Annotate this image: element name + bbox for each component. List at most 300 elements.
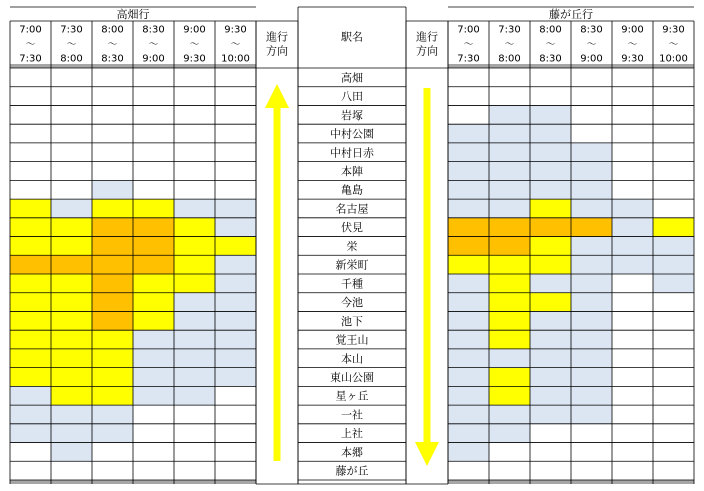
westbound-cell: [10, 143, 51, 162]
westbound-cell: [215, 368, 256, 387]
westbound-cell: [133, 218, 174, 237]
westbound-cell: [133, 87, 174, 106]
westbound-cell: [215, 311, 256, 330]
eastbound-cell: [448, 424, 489, 443]
westbound-cell: [174, 237, 215, 256]
eastbound-cell: [612, 274, 653, 293]
eastbound-cell: [448, 293, 489, 312]
eastbound-cell: [612, 311, 653, 330]
westbound-cell: [51, 218, 92, 237]
westbound-cell: [133, 274, 174, 293]
westbound-cell: [92, 237, 133, 256]
westbound-cell: [215, 87, 256, 106]
westbound-cell: [10, 368, 51, 387]
eastbound-cell: [571, 87, 612, 106]
westbound-cell: [174, 330, 215, 349]
eastbound-cell: [612, 87, 653, 106]
westbound-cell: [174, 461, 215, 480]
westbound-cell: [51, 143, 92, 162]
westbound-cell: [10, 199, 51, 218]
westbound-cell: [10, 87, 51, 106]
westbound-cell: [133, 180, 174, 199]
westbound-cell: [10, 330, 51, 349]
station-label: 伏見: [341, 221, 363, 235]
westbound-cell: [51, 349, 92, 368]
westbound-cell: [51, 293, 92, 312]
eastbound-cell: [530, 405, 571, 424]
westbound-cell: [215, 330, 256, 349]
eastbound-cell: [653, 368, 694, 387]
eastbound-cell: [489, 424, 530, 443]
eastbound-cell: [448, 162, 489, 181]
eastbound-cell: [530, 461, 571, 480]
westbound-time-sep: ～: [230, 39, 241, 51]
eastbound-cell: [571, 386, 612, 405]
eastbound-cell: [489, 274, 530, 293]
westbound-cell: [215, 162, 256, 181]
eastbound-cell: [571, 105, 612, 124]
westbound-title: 高畑行: [116, 8, 150, 21]
westbound-cell: [133, 143, 174, 162]
westbound-cell: [10, 255, 51, 274]
eastbound-cell: [489, 386, 530, 405]
eastbound-cell: [530, 368, 571, 387]
eastbound-cell: [530, 124, 571, 143]
eastbound-time-sep: ～: [463, 39, 474, 51]
eastbound-cell: [571, 162, 612, 181]
eastbound-cell: [448, 330, 489, 349]
eastbound-cell: [571, 461, 612, 480]
eastbound-cell: [653, 311, 694, 330]
eastbound-cell: [612, 461, 653, 480]
eastbound-cell: [530, 424, 571, 443]
eastbound-time-from: 9:30: [662, 24, 685, 36]
eastbound-time-sep: ～: [627, 39, 638, 51]
eastbound-cell: [530, 68, 571, 87]
eastbound-cell: [489, 143, 530, 162]
eastbound-cell: [612, 180, 653, 199]
westbound-time-to: 10:00: [221, 53, 250, 65]
westbound-cell: [92, 349, 133, 368]
eastbound-cell: [653, 443, 694, 462]
westbound-time-from: 9:30: [224, 24, 247, 36]
eastbound-cell: [448, 368, 489, 387]
eastbound-cell: [530, 274, 571, 293]
westbound-cell: [215, 124, 256, 143]
eastbound-cell: [653, 180, 694, 199]
westbound-time-from: 7:30: [60, 24, 83, 36]
eastbound-arrow-shaft: [424, 88, 431, 443]
eastbound-cell: [571, 237, 612, 256]
eastbound-time-from: 7:00: [457, 24, 480, 36]
westbound-cell: [174, 218, 215, 237]
eastbound-cell: [489, 218, 530, 237]
station-label: 藤が丘: [335, 464, 369, 478]
westbound-cell: [133, 386, 174, 405]
westbound-cell: [92, 274, 133, 293]
westbound-cell: [215, 68, 256, 87]
station-label: 中村公園: [330, 127, 374, 141]
westbound-cell: [92, 368, 133, 387]
eastbound-cell: [653, 274, 694, 293]
westbound-cell: [92, 68, 133, 87]
westbound-cell: [10, 443, 51, 462]
eastbound-cell: [612, 162, 653, 181]
westbound-cell: [133, 237, 174, 256]
westbound-time-sep: ～: [148, 39, 159, 51]
westbound-cell: [215, 105, 256, 124]
eastbound-time-to: 7:30: [457, 53, 480, 65]
westbound-cell: [10, 461, 51, 480]
eastbound-cell: [653, 349, 694, 368]
westbound-cell: [51, 330, 92, 349]
eastbound-cell: [653, 68, 694, 87]
eastbound-time-sep: ～: [504, 39, 515, 51]
eastbound-time-from: 9:00: [621, 24, 644, 36]
eastbound-cell: [530, 143, 571, 162]
eastbound-cell: [612, 199, 653, 218]
eastbound-cell: [653, 143, 694, 162]
westbound-cell: [133, 105, 174, 124]
eastbound-cell: [653, 330, 694, 349]
westbound-arrow-shaft: [274, 107, 281, 461]
station-label: 覚王山: [335, 333, 369, 347]
eastbound-cell: [612, 143, 653, 162]
westbound-cell: [92, 461, 133, 480]
station-label: 八田: [341, 90, 363, 104]
westbound-cell: [10, 386, 51, 405]
eastbound-cell: [489, 368, 530, 387]
eastbound-cell: [530, 87, 571, 106]
eastbound-cell: [571, 274, 612, 293]
westbound-cell: [51, 237, 92, 256]
eastbound-cell: [612, 218, 653, 237]
westbound-cell: [215, 143, 256, 162]
eastbound-cell: [653, 293, 694, 312]
eastbound-cell: [571, 180, 612, 199]
westbound-cell: [174, 349, 215, 368]
westbound-cell: [174, 68, 215, 87]
station-label: 新栄町: [335, 258, 369, 272]
eastbound-time-from: 8:30: [580, 24, 603, 36]
eastbound-cell: [612, 293, 653, 312]
westbound-cell: [133, 349, 174, 368]
eastbound-cell: [571, 424, 612, 443]
eastbound-cell: [612, 255, 653, 274]
eastbound-title: 藤が丘行: [549, 8, 593, 21]
station-label: 名古屋: [335, 202, 369, 216]
westbound-cell: [51, 105, 92, 124]
station-label: 亀島: [341, 183, 363, 197]
eastbound-cell: [612, 386, 653, 405]
westbound-cell: [133, 405, 174, 424]
station-label: 今池: [341, 296, 363, 310]
westbound-cell: [51, 311, 92, 330]
westbound-cell: [215, 199, 256, 218]
eastbound-cell: [571, 68, 612, 87]
eastbound-cell: [489, 105, 530, 124]
westbound-cell: [215, 274, 256, 293]
eastbound-cell: [530, 162, 571, 181]
station-label: 千種: [341, 277, 363, 291]
westbound-cell: [10, 162, 51, 181]
station-label: 本陣: [341, 165, 363, 178]
eastbound-cell: [571, 255, 612, 274]
eastbound-cell: [448, 237, 489, 256]
westbound-time-from: 7:00: [19, 24, 42, 36]
westbound-arrow-head: [265, 84, 289, 108]
westbound-cell: [174, 386, 215, 405]
westbound-time-sep: ～: [107, 39, 118, 51]
westbound-cell: [133, 255, 174, 274]
westbound-cell: [174, 105, 215, 124]
eastbound-time-sep: ～: [668, 39, 679, 51]
eastbound-cell: [612, 405, 653, 424]
westbound-cell: [51, 368, 92, 387]
eastbound-cell: [489, 293, 530, 312]
westbound-cell: [174, 274, 215, 293]
eastbound-cell: [530, 386, 571, 405]
westbound-cell: [51, 274, 92, 293]
westbound-cell: [51, 424, 92, 443]
eastbound-cell: [489, 461, 530, 480]
westbound-cell: [51, 68, 92, 87]
eastbound-cell: [448, 87, 489, 106]
westbound-cell: [92, 330, 133, 349]
eastbound-cell: [448, 68, 489, 87]
westbound-time-sep: ～: [66, 39, 77, 51]
westbound-cell: [133, 68, 174, 87]
westbound-cell: [10, 311, 51, 330]
westbound-time-sep: ～: [25, 39, 36, 51]
westbound-cell: [215, 293, 256, 312]
eastbound-cell: [571, 368, 612, 387]
eastbound-cell: [571, 405, 612, 424]
westbound-cell: [92, 162, 133, 181]
westbound-cell: [133, 368, 174, 387]
eastbound-cell: [612, 443, 653, 462]
eastbound-cell: [448, 405, 489, 424]
eastbound-direction-label: 方向: [416, 44, 438, 58]
eastbound-cell: [571, 349, 612, 368]
station-label: 栄: [346, 239, 358, 253]
eastbound-cell: [489, 237, 530, 256]
westbound-cell: [215, 461, 256, 480]
eastbound-cell: [448, 274, 489, 293]
eastbound-time-to: 9:30: [621, 53, 644, 65]
eastbound-cell: [653, 386, 694, 405]
westbound-cell: [92, 199, 133, 218]
eastbound-cell: [612, 68, 653, 87]
eastbound-cell: [653, 199, 694, 218]
eastbound-time-to: 9:00: [580, 53, 603, 65]
eastbound-cell: [489, 443, 530, 462]
eastbound-cell: [530, 443, 571, 462]
westbound-cell: [174, 87, 215, 106]
eastbound-cell: [489, 180, 530, 199]
eastbound-cell: [612, 424, 653, 443]
eastbound-cell: [489, 68, 530, 87]
westbound-time-to: 9:30: [183, 53, 206, 65]
westbound-cell: [215, 180, 256, 199]
station-label: 本山: [341, 352, 363, 366]
eastbound-cell: [448, 199, 489, 218]
westbound-cell: [92, 405, 133, 424]
westbound-cell: [174, 311, 215, 330]
eastbound-cell: [530, 218, 571, 237]
westbound-cell: [174, 180, 215, 199]
station-label: 東山公園: [330, 371, 374, 384]
eastbound-cell: [448, 105, 489, 124]
westbound-cell: [215, 255, 256, 274]
eastbound-cell: [530, 199, 571, 218]
eastbound-cell: [530, 180, 571, 199]
westbound-cell: [174, 143, 215, 162]
eastbound-cell: [489, 330, 530, 349]
station-label: 高畑: [341, 71, 363, 85]
westbound-cell: [92, 293, 133, 312]
eastbound-cell: [489, 255, 530, 274]
eastbound-time-to: 10:00: [659, 53, 688, 65]
eastbound-cell: [448, 443, 489, 462]
eastbound-cell: [530, 293, 571, 312]
eastbound-cell: [653, 162, 694, 181]
eastbound-cell: [612, 368, 653, 387]
westbound-cell: [174, 255, 215, 274]
westbound-cell: [133, 461, 174, 480]
eastbound-cell: [571, 293, 612, 312]
westbound-cell: [10, 105, 51, 124]
eastbound-cell: [571, 443, 612, 462]
eastbound-cell: [489, 349, 530, 368]
westbound-cell: [133, 124, 174, 143]
station-label: 一社: [341, 408, 363, 422]
westbound-cell: [92, 124, 133, 143]
westbound-cell: [133, 199, 174, 218]
westbound-cell: [215, 424, 256, 443]
westbound-cell: [215, 237, 256, 256]
westbound-cell: [92, 424, 133, 443]
westbound-cell: [174, 199, 215, 218]
westbound-cell: [174, 293, 215, 312]
eastbound-time-to: 8:00: [498, 53, 521, 65]
eastbound-cell: [653, 237, 694, 256]
westbound-cell: [51, 162, 92, 181]
eastbound-cell: [530, 349, 571, 368]
westbound-cell: [92, 143, 133, 162]
station-label: 中村日赤: [330, 146, 374, 160]
eastbound-cell: [571, 311, 612, 330]
westbound-cell: [51, 443, 92, 462]
eastbound-cell: [653, 218, 694, 237]
eastbound-cell: [448, 255, 489, 274]
westbound-cell: [174, 443, 215, 462]
station-label: 池下: [341, 314, 363, 328]
eastbound-cell: [571, 199, 612, 218]
eastbound-time-from: 7:30: [498, 24, 521, 36]
westbound-cell: [10, 349, 51, 368]
westbound-cell: [10, 124, 51, 143]
westbound-cell: [10, 293, 51, 312]
westbound-cell: [133, 311, 174, 330]
westbound-time-from: 8:00: [101, 24, 124, 36]
westbound-cell: [10, 424, 51, 443]
westbound-cell: [174, 405, 215, 424]
westbound-cell: [10, 68, 51, 87]
westbound-cell: [133, 293, 174, 312]
westbound-cell: [174, 424, 215, 443]
westbound-cell: [51, 87, 92, 106]
eastbound-cell: [530, 311, 571, 330]
westbound-cell: [92, 443, 133, 462]
westbound-time-from: 9:00: [183, 24, 206, 36]
eastbound-cell: [653, 405, 694, 424]
eastbound-cell: [489, 162, 530, 181]
eastbound-cell: [612, 124, 653, 143]
eastbound-direction-label: 進行: [416, 30, 438, 44]
eastbound-cell: [612, 349, 653, 368]
eastbound-arrow-head: [415, 442, 439, 466]
westbound-direction-label: 進行: [266, 30, 288, 44]
eastbound-cell: [448, 143, 489, 162]
eastbound-cell: [612, 237, 653, 256]
eastbound-cell: [489, 405, 530, 424]
westbound-cell: [51, 386, 92, 405]
eastbound-cell: [489, 199, 530, 218]
eastbound-time-to: 8:30: [539, 53, 562, 65]
eastbound-cell: [571, 330, 612, 349]
westbound-cell: [10, 237, 51, 256]
westbound-cell: [92, 311, 133, 330]
eastbound-cell: [448, 124, 489, 143]
eastbound-cell: [653, 424, 694, 443]
westbound-time-to: 9:00: [142, 53, 165, 65]
westbound-cell: [10, 180, 51, 199]
westbound-time-sep: ～: [189, 39, 200, 51]
westbound-cell: [133, 443, 174, 462]
eastbound-time-sep: ～: [586, 39, 597, 51]
eastbound-cell: [530, 255, 571, 274]
eastbound-cell: [489, 311, 530, 330]
westbound-cell: [51, 461, 92, 480]
westbound-cell: [92, 218, 133, 237]
eastbound-cell: [448, 461, 489, 480]
eastbound-cell: [489, 124, 530, 143]
eastbound-cell: [530, 105, 571, 124]
eastbound-cell: [653, 105, 694, 124]
westbound-direction-label: 方向: [266, 44, 288, 58]
westbound-cell: [92, 105, 133, 124]
station-label: 本郷: [341, 445, 363, 459]
westbound-cell: [51, 124, 92, 143]
eastbound-cell: [653, 461, 694, 480]
eastbound-cell: [530, 330, 571, 349]
eastbound-cell: [448, 349, 489, 368]
eastbound-cell: [612, 330, 653, 349]
westbound-cell: [10, 405, 51, 424]
eastbound-cell: [571, 124, 612, 143]
station-label: 岩塚: [341, 108, 363, 122]
eastbound-cell: [653, 87, 694, 106]
westbound-cell: [10, 274, 51, 293]
eastbound-cell: [448, 311, 489, 330]
westbound-cell: [92, 386, 133, 405]
westbound-cell: [51, 405, 92, 424]
westbound-cell: [215, 386, 256, 405]
westbound-cell: [215, 349, 256, 368]
eastbound-cell: [653, 255, 694, 274]
westbound-cell: [92, 87, 133, 106]
